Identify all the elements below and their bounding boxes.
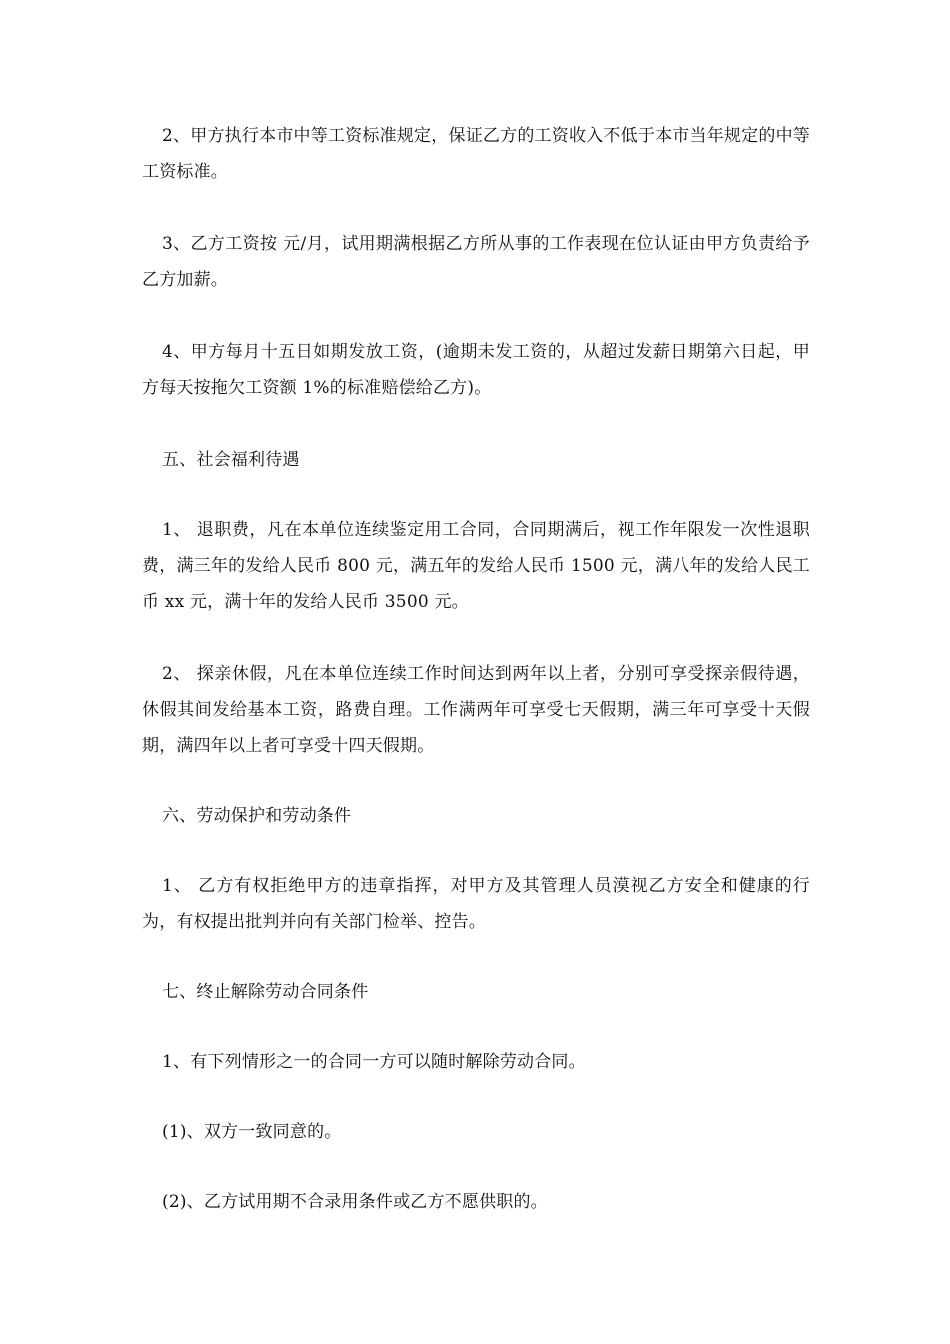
section-heading-labor-protection: 六、劳动保护和劳动条件 [162,806,352,826]
paragraph-wage-standard: 2、甲方执行本市中等工资标准规定，保证乙方的工资收入不低于本市当年规定的中等工资标准。 [142,126,810,182]
paragraph-refuse-orders: 1、 乙方有权拒绝甲方的违章指挥，对甲方及其管理人员漠视乙方安全和健康的行为，有权提出批判并向有关部门检举、控告。 [142,876,810,932]
list-item-mutual-agreement: (1)、双方一致同意的。 [162,1122,342,1142]
paragraph-home-leave: 2、 探亲休假，凡在本单位连续工作时间达到两年以上者，分别可享受探亲假待遇，休假其间发给基本工资，路费自理。工作满两年可享受七天假期，满三年可享受十天假期，满四年以上者可享受十四天假期。 [142,664,810,756]
paragraph-payday: 4、甲方每月十五日如期发放工资，(逾期未发工资的，从超过发薪日期第六日起，甲方每天按拖欠工资额 1%的标准赔偿给乙方)。 [142,342,810,398]
section-heading-welfare: 五、社会福利待遇 [162,450,300,470]
paragraph-salary-raise: 3、乙方工资按 元/月，试用期满根据乙方所从事的工作表现在位认证由甲方负责给予乙方加薪。 [142,234,810,290]
paragraph-retirement-pay: 1、 退职费，凡在本单位连续鉴定用工合同，合同期满后，视工作年限发一次性退职费，满三年的发给人民币 800 元，满五年的发给人民币 1500 元，满八年的发给人民工币 xx 元，满十年的发给人民币 3500 元。 [142,520,810,612]
section-heading-termination: 七、终止解除劳动合同条件 [162,982,369,1002]
list-item-probation-failure: (2)、乙方试用期不合录用条件或乙方不愿供职的。 [162,1192,548,1212]
paragraph-termination-conditions: 1、有下列情形之一的合同一方可以随时解除劳动合同。 [162,1052,586,1072]
